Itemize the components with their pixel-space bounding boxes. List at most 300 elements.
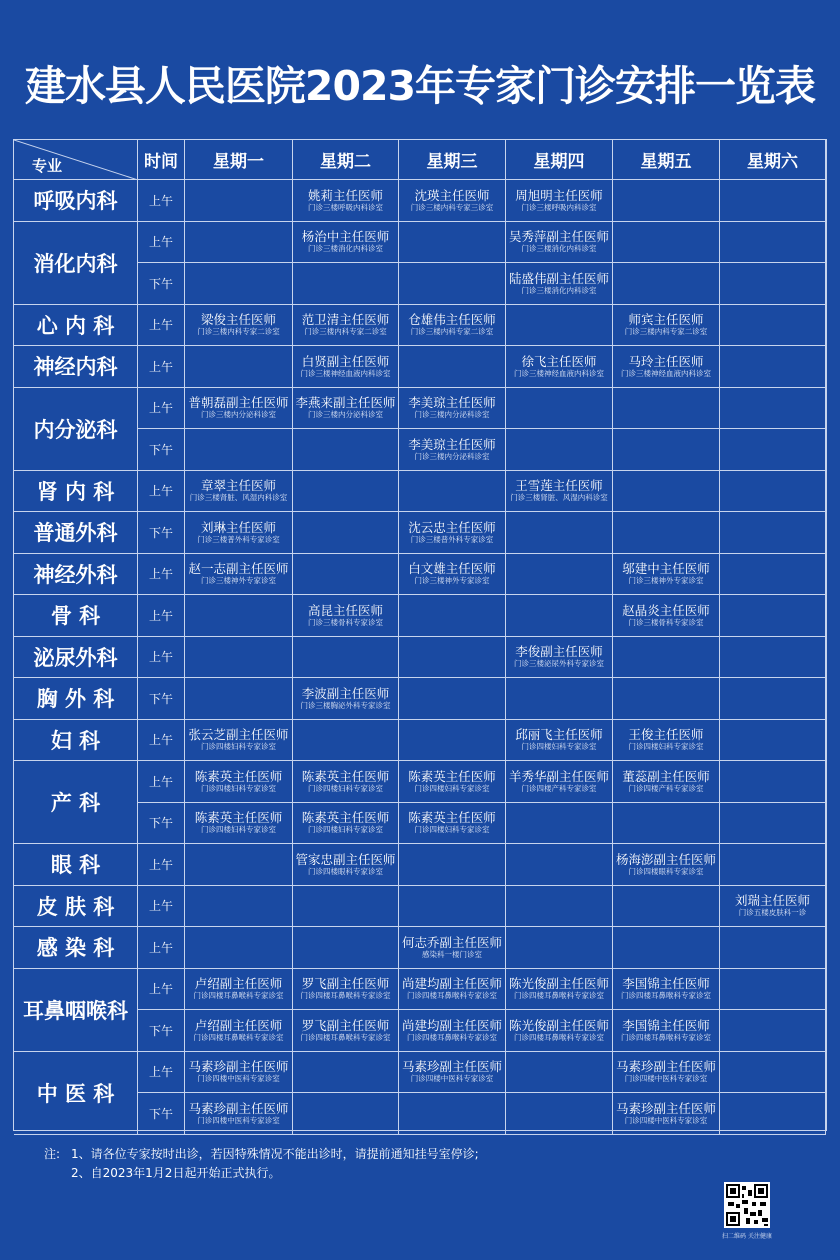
doctor-cell <box>613 969 720 1011</box>
empty-cell <box>293 554 399 596</box>
doctor-cell <box>613 305 720 347</box>
department-label: 呼吸内科 <box>14 180 138 222</box>
doctor-cell <box>399 1052 506 1094</box>
empty-cell <box>720 512 826 554</box>
clinic-room: 门诊三楼普外科专家诊室 <box>197 534 280 544</box>
schedule-table <box>13 139 827 1131</box>
clinic-room: 门诊三楼内分泌科诊室 <box>308 410 383 420</box>
doctor-cell <box>506 637 613 679</box>
doctor-cell <box>506 222 613 264</box>
empty-cell <box>613 927 720 969</box>
time-slot: 上午 <box>138 388 185 430</box>
page-title: 建水县人民医院2023年专家门诊安排一览表 <box>24 62 816 110</box>
doctor-cell <box>293 595 399 637</box>
clinic-room: 门诊三楼内科专家二诊室 <box>197 327 280 337</box>
doctor-name: 邱丽飞主任医师 <box>515 727 603 743</box>
doctor-name: 赵一志副主任医师 <box>188 561 289 577</box>
doctor-cell <box>293 388 399 430</box>
clinic-room: 门诊三楼消化内科诊室 <box>308 244 383 254</box>
header-day: 星期三 <box>399 140 506 180</box>
doctor-cell <box>185 305 293 347</box>
doctor-cell <box>185 471 293 513</box>
doctor-name: 马素珍副主任医师 <box>188 1059 289 1075</box>
empty-cell <box>185 844 293 886</box>
clinic-room: 门诊三楼消化内科诊室 <box>521 244 597 254</box>
doctor-cell <box>720 886 826 928</box>
doctor-name: 白文雄主任医师 <box>408 561 496 577</box>
clinic-room: 门诊四楼耳鼻喉科专家诊室 <box>193 1032 284 1042</box>
empty-cell <box>185 886 293 928</box>
clinic-room: 门诊五楼皮肤科一诊 <box>738 908 807 918</box>
clinic-room: 门诊三楼内科专家二诊室 <box>624 327 708 337</box>
doctor-cell <box>506 720 613 762</box>
empty-cell <box>613 180 720 222</box>
clinic-room: 门诊四楼妇科专家诊室 <box>201 825 276 835</box>
doctor-name: 沈瑛主任医师 <box>414 187 490 203</box>
clinic-room: 门诊四楼妇科专家诊室 <box>308 825 383 835</box>
department-label: 神经内科 <box>14 346 138 388</box>
notes <box>44 1145 479 1183</box>
doctor-name: 杨海澎副主任医师 <box>615 851 716 867</box>
empty-cell <box>293 429 399 471</box>
department-label: 眼 科 <box>14 844 138 886</box>
doctor-cell <box>613 720 720 762</box>
empty-cell <box>720 263 826 305</box>
clinic-room: 门诊四楼中医科专家诊室 <box>410 1074 494 1084</box>
clinic-room: 门诊四楼产科专家诊室 <box>628 783 704 793</box>
time-slot: 上午 <box>138 637 185 679</box>
header-corner <box>14 140 138 180</box>
empty-cell <box>185 263 293 305</box>
doctor-cell <box>506 346 613 388</box>
doctor-cell <box>293 969 399 1011</box>
empty-cell <box>293 263 399 305</box>
time-slot: 上午 <box>138 927 185 969</box>
time-slot: 上午 <box>138 346 185 388</box>
doctor-name: 师宾主任医师 <box>628 312 704 328</box>
clinic-room: 门诊三楼神经血液内科诊室 <box>514 368 604 378</box>
doctor-cell <box>293 222 399 264</box>
clinic-room: 门诊四楼耳鼻喉科专家诊室 <box>193 991 284 1001</box>
doctor-name: 陈素英主任医师 <box>408 810 496 826</box>
doctor-name: 马素珍副主任医师 <box>615 1100 716 1116</box>
doctor-name: 李波副主任医师 <box>301 685 390 701</box>
clinic-room: 门诊四楼耳鼻喉科专家诊室 <box>407 1032 497 1042</box>
doctor-cell <box>399 761 506 803</box>
clinic-room: 门诊三楼消化内科诊室 <box>521 285 597 295</box>
header-day: 星期二 <box>293 140 399 180</box>
note-item: 2、自2023年1月2日起开始正式执行。 <box>71 1166 281 1180</box>
doctor-cell <box>185 761 293 803</box>
empty-cell <box>720 720 826 762</box>
clinic-room: 门诊三楼内科专家二诊室 <box>410 327 494 337</box>
empty-cell <box>399 263 506 305</box>
empty-cell <box>720 1093 826 1135</box>
empty-cell <box>720 554 826 596</box>
doctor-cell <box>613 1010 720 1052</box>
empty-cell <box>399 346 506 388</box>
time-slot: 下午 <box>138 1093 185 1135</box>
empty-cell <box>720 180 826 222</box>
empty-cell <box>293 1052 399 1094</box>
empty-cell <box>613 263 720 305</box>
doctor-name: 周旭明主任医师 <box>515 187 603 203</box>
doctor-name: 马素珍副主任医师 <box>615 1059 716 1075</box>
empty-cell <box>506 429 613 471</box>
clinic-room: 门诊四楼眼科专家诊室 <box>308 866 383 876</box>
clinic-room: 门诊四楼中医科专家诊室 <box>197 1115 280 1125</box>
doctor-name: 张云芝副主任医师 <box>188 727 289 743</box>
doctor-cell <box>185 388 293 430</box>
empty-cell <box>720 803 826 845</box>
clinic-room: 门诊三楼内科专家三诊室 <box>410 202 494 212</box>
department-label: 胸 外 科 <box>14 678 138 720</box>
time-slot: 下午 <box>138 1010 185 1052</box>
doctor-name: 陈素英主任医师 <box>194 768 283 784</box>
empty-cell <box>293 637 399 679</box>
time-slot: 上午 <box>138 305 185 347</box>
doctor-name: 沈云忠主任医师 <box>408 519 496 535</box>
doctor-cell <box>613 346 720 388</box>
doctor-name: 梁俊主任医师 <box>200 312 276 328</box>
empty-cell <box>293 1093 399 1135</box>
doctor-name: 章翠主任医师 <box>200 478 276 494</box>
department-label: 泌尿外科 <box>14 637 138 679</box>
doctor-name: 王雪莲主任医师 <box>515 478 603 494</box>
doctor-name: 管家忠副主任医师 <box>295 851 396 867</box>
empty-cell <box>293 471 399 513</box>
doctor-name: 赵晶炎主任医师 <box>622 602 710 618</box>
empty-cell <box>720 222 826 264</box>
doctor-cell <box>399 180 506 222</box>
doctor-cell <box>506 471 613 513</box>
doctor-name: 王俊主任医师 <box>628 727 704 743</box>
doctor-name: 罗飞副主任医师 <box>301 1017 390 1033</box>
empty-cell <box>506 305 613 347</box>
time-slot: 上午 <box>138 720 185 762</box>
doctor-cell <box>506 1010 613 1052</box>
clinic-room: 门诊三楼骨科专家诊室 <box>628 617 704 627</box>
doctor-cell <box>185 512 293 554</box>
doctor-name: 吴秀萍副主任医师 <box>508 229 609 245</box>
clinic-room: 门诊四楼中医科专家诊室 <box>624 1115 708 1125</box>
clinic-room: 感染科一楼门诊室 <box>422 949 482 959</box>
empty-cell <box>720 346 826 388</box>
time-slot: 上午 <box>138 761 185 803</box>
department-label: 感 染 科 <box>14 927 138 969</box>
empty-cell <box>185 180 293 222</box>
empty-cell <box>506 927 613 969</box>
doctor-name: 徐飞主任医师 <box>521 353 597 369</box>
empty-cell <box>613 678 720 720</box>
time-slot: 上午 <box>138 886 185 928</box>
notes-label: 注: <box>44 1147 61 1161</box>
empty-cell <box>399 471 506 513</box>
clinic-room: 门诊四楼耳鼻喉科专家诊室 <box>300 991 391 1001</box>
empty-cell <box>185 927 293 969</box>
doctor-name: 普朝磊副主任医师 <box>188 395 289 411</box>
doctor-name: 陈素英主任医师 <box>301 810 390 826</box>
doctor-name: 陈素英主任医师 <box>301 768 390 784</box>
empty-cell <box>720 595 826 637</box>
empty-cell <box>506 886 613 928</box>
doctor-cell <box>185 1093 293 1135</box>
header-day: 星期一 <box>185 140 293 180</box>
clinic-room: 门诊三楼神外专家诊室 <box>201 576 276 586</box>
doctor-name: 卢绍副主任医师 <box>194 1017 283 1033</box>
empty-cell <box>613 803 720 845</box>
empty-cell <box>399 886 506 928</box>
doctor-name: 尚建均副主任医师 <box>401 976 502 992</box>
doctor-cell <box>185 720 293 762</box>
clinic-room: 门诊四楼妇科专家诊室 <box>414 825 490 835</box>
doctor-cell <box>399 554 506 596</box>
clinic-room: 门诊三楼内分泌科诊室 <box>201 410 276 420</box>
clinic-room: 门诊三楼神经血液内科诊室 <box>621 368 711 378</box>
doctor-name: 高昆主任医师 <box>307 602 383 618</box>
empty-cell <box>613 471 720 513</box>
empty-cell <box>613 429 720 471</box>
doctor-cell <box>613 595 720 637</box>
doctor-name: 刘瑞主任医师 <box>734 893 810 909</box>
department-label: 皮 肤 科 <box>14 886 138 928</box>
empty-cell <box>720 1052 826 1094</box>
clinic-room: 门诊三楼泌尿外科专家诊室 <box>514 659 604 669</box>
clinic-room: 门诊四楼妇科专家诊室 <box>201 742 276 752</box>
doctor-cell <box>506 263 613 305</box>
doctor-cell <box>293 803 399 845</box>
empty-cell <box>613 512 720 554</box>
clinic-room: 门诊三楼神经血液内科诊室 <box>300 368 391 378</box>
doctor-name: 陆盛伟副主任医师 <box>508 270 609 286</box>
header-day: 星期五 <box>613 140 720 180</box>
doctor-cell <box>613 1052 720 1094</box>
doctor-name: 马素珍副主任医师 <box>188 1100 289 1116</box>
department-label: 内分泌科 <box>14 388 138 471</box>
doctor-cell <box>293 761 399 803</box>
doctor-name: 李国锦主任医师 <box>622 1017 710 1033</box>
time-slot: 上午 <box>138 844 185 886</box>
empty-cell <box>293 886 399 928</box>
department-label: 消化内科 <box>14 222 138 305</box>
clinic-room: 门诊三楼肾脏、风湿内科诊室 <box>189 493 288 503</box>
doctor-cell <box>506 761 613 803</box>
clinic-room: 门诊三楼内分泌科诊室 <box>414 410 490 420</box>
doctor-cell <box>185 803 293 845</box>
doctor-cell <box>399 388 506 430</box>
clinic-room: 门诊三楼呼吸内科诊室 <box>308 202 383 212</box>
empty-cell <box>720 1010 826 1052</box>
department-label: 普通外科 <box>14 512 138 554</box>
clinic-room: 门诊四楼中医科专家诊室 <box>197 1074 280 1084</box>
time-slot: 上午 <box>138 554 185 596</box>
doctor-name: 陈光俊副主任医师 <box>508 1017 609 1033</box>
empty-cell <box>185 429 293 471</box>
empty-cell <box>506 844 613 886</box>
clinic-room: 门诊四楼耳鼻喉科专家诊室 <box>300 1032 391 1042</box>
time-slot: 上午 <box>138 969 185 1011</box>
qr-code <box>724 1182 770 1228</box>
empty-cell <box>720 969 826 1011</box>
empty-cell <box>399 720 506 762</box>
empty-cell <box>720 637 826 679</box>
doctor-name: 罗飞副主任医师 <box>301 976 390 992</box>
doctor-name: 白贤副主任医师 <box>301 353 390 369</box>
doctor-cell <box>506 180 613 222</box>
doctor-name: 马素珍副主任医师 <box>401 1059 502 1075</box>
doctor-cell <box>613 1093 720 1135</box>
empty-cell <box>506 595 613 637</box>
clinic-room: 门诊三楼普外科专家诊室 <box>410 534 494 544</box>
empty-cell <box>399 222 506 264</box>
clinic-room: 门诊三楼骨科专家诊室 <box>308 617 383 627</box>
doctor-cell <box>293 305 399 347</box>
clinic-room: 门诊四楼耳鼻喉科专家诊室 <box>621 1032 711 1042</box>
doctor-cell <box>185 1010 293 1052</box>
clinic-room: 门诊三楼肾脏、风湿内科诊室 <box>510 493 608 503</box>
doctor-name: 陈素英主任医师 <box>408 768 496 784</box>
time-slot: 下午 <box>138 678 185 720</box>
doctor-name: 李俊副主任医师 <box>515 644 603 660</box>
empty-cell <box>506 1093 613 1135</box>
empty-cell <box>506 678 613 720</box>
empty-cell <box>185 637 293 679</box>
doctor-cell <box>293 678 399 720</box>
doctor-cell <box>399 969 506 1011</box>
empty-cell <box>506 512 613 554</box>
qr-caption: 扫二维码 关注健康 <box>722 1233 772 1240</box>
time-slot: 上午 <box>138 222 185 264</box>
doctor-cell <box>399 305 506 347</box>
clinic-room: 门诊三楼呼吸内科诊室 <box>521 202 597 212</box>
clinic-room: 门诊三楼胸泌外科专家诊室 <box>300 700 391 710</box>
empty-cell <box>613 637 720 679</box>
time-slot: 上午 <box>138 180 185 222</box>
empty-cell <box>720 388 826 430</box>
empty-cell <box>720 927 826 969</box>
department-label: 耳鼻咽喉科 <box>14 969 138 1052</box>
qr-code-icon <box>724 1182 770 1228</box>
header-time: 时间 <box>138 140 185 180</box>
clinic-room: 门诊四楼耳鼻喉科专家诊室 <box>514 991 604 1001</box>
doctor-name: 姚莉主任医师 <box>307 187 383 203</box>
time-slot: 上午 <box>138 595 185 637</box>
doctor-name: 李燕来副主任医师 <box>295 395 396 411</box>
empty-cell <box>506 554 613 596</box>
clinic-room: 门诊三楼神外专家诊室 <box>628 576 704 586</box>
clinic-room: 门诊三楼内分泌科诊室 <box>414 451 490 461</box>
time-slot: 上午 <box>138 1052 185 1094</box>
empty-cell <box>293 927 399 969</box>
header-specialty: 专业 <box>32 157 63 175</box>
doctor-name: 李美琼主任医师 <box>408 436 496 452</box>
empty-cell <box>185 346 293 388</box>
clinic-room: 门诊四楼眼科专家诊室 <box>628 866 704 876</box>
department-label: 心 内 科 <box>14 305 138 347</box>
empty-cell <box>293 720 399 762</box>
doctor-cell <box>399 927 506 969</box>
clinic-room: 门诊四楼耳鼻喉科专家诊室 <box>514 1032 604 1042</box>
doctor-cell <box>293 346 399 388</box>
doctor-name: 马玲主任医师 <box>628 353 704 369</box>
clinic-room: 门诊三楼内科专家二诊室 <box>304 327 387 337</box>
doctor-name: 邬建中主任医师 <box>622 561 710 577</box>
doctor-cell <box>399 512 506 554</box>
department-label: 产 科 <box>14 761 138 844</box>
clinic-room: 门诊四楼耳鼻喉科专家诊室 <box>621 991 711 1001</box>
doctor-name: 杨治中主任医师 <box>301 229 390 245</box>
empty-cell <box>720 678 826 720</box>
empty-cell <box>506 388 613 430</box>
empty-cell <box>293 512 399 554</box>
time-slot: 上午 <box>138 471 185 513</box>
doctor-name: 何志乔副主任医师 <box>401 934 502 950</box>
empty-cell <box>185 678 293 720</box>
clinic-room: 门诊四楼妇科专家诊室 <box>201 783 276 793</box>
header-day: 星期四 <box>506 140 613 180</box>
department-label: 肾 内 科 <box>14 471 138 513</box>
doctor-cell <box>185 969 293 1011</box>
doctor-name: 李国锦主任医师 <box>622 976 710 992</box>
time-slot: 下午 <box>138 512 185 554</box>
empty-cell <box>399 637 506 679</box>
clinic-room: 门诊四楼妇科专家诊室 <box>414 783 490 793</box>
empty-cell <box>399 844 506 886</box>
clinic-room: 门诊四楼中医科专家诊室 <box>624 1074 708 1084</box>
doctor-name: 尚建均副主任医师 <box>401 1017 502 1033</box>
clinic-room: 门诊四楼产科专家诊室 <box>521 783 597 793</box>
doctor-cell <box>399 429 506 471</box>
note-item: 1、请各位专家按时出诊，若因特殊情况不能出诊时，请提前通知挂号室停诊; <box>71 1147 479 1161</box>
header-day: 星期六 <box>720 140 826 180</box>
doctor-name: 范卫清主任医师 <box>301 312 390 328</box>
empty-cell <box>613 222 720 264</box>
department-label: 骨 科 <box>14 595 138 637</box>
empty-cell <box>506 1052 613 1094</box>
doctor-name: 陈素英主任医师 <box>194 810 283 826</box>
doctor-name: 李美琼主任医师 <box>408 395 496 411</box>
doctor-cell <box>185 1052 293 1094</box>
empty-cell <box>720 305 826 347</box>
doctor-name: 刘琳主任医师 <box>200 519 276 535</box>
empty-cell <box>399 1093 506 1135</box>
doctor-name: 仓雄伟主任医师 <box>408 312 496 328</box>
empty-cell <box>506 803 613 845</box>
doctor-cell <box>613 761 720 803</box>
clinic-room: 门诊四楼耳鼻喉科专家诊室 <box>407 991 497 1001</box>
empty-cell <box>720 429 826 471</box>
doctor-cell <box>613 554 720 596</box>
doctor-cell <box>399 803 506 845</box>
empty-cell <box>720 761 826 803</box>
doctor-cell <box>293 1010 399 1052</box>
department-label: 神经外科 <box>14 554 138 596</box>
empty-cell <box>185 595 293 637</box>
time-slot: 下午 <box>138 263 185 305</box>
doctor-cell <box>506 969 613 1011</box>
doctor-cell <box>185 554 293 596</box>
doctor-name: 董蕊副主任医师 <box>622 768 710 784</box>
doctor-name: 羊秀华副主任医师 <box>508 768 609 784</box>
department-label: 妇 科 <box>14 720 138 762</box>
empty-cell <box>613 388 720 430</box>
doctor-name: 陈光俊副主任医师 <box>508 976 609 992</box>
time-slot: 下午 <box>138 429 185 471</box>
doctor-cell <box>293 844 399 886</box>
empty-cell <box>720 844 826 886</box>
empty-cell <box>399 678 506 720</box>
time-slot: 下午 <box>138 803 185 845</box>
